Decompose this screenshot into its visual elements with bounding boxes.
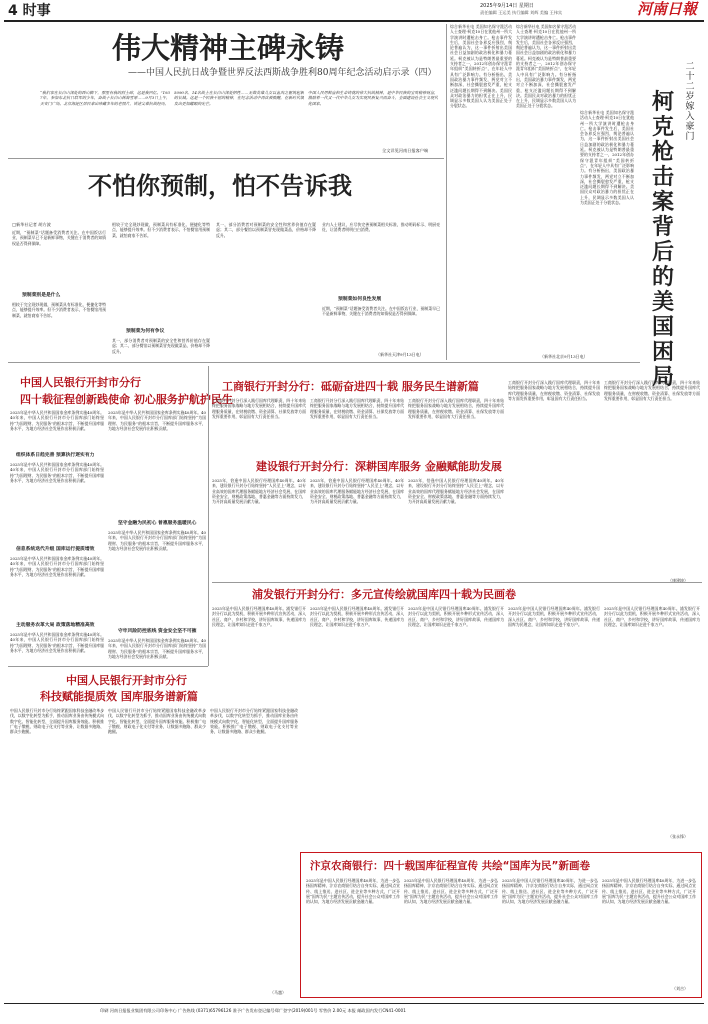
a1-subtitle: ——中国人民抗日战争暨世界反法西斯战争胜利80周年纪念活动启示录（四） [128,68,437,78]
c2-col3: 2025年，恰逢中国人民银行经理国库40周年。40年来，建设银行开封分行始终坚持“人民至上”理念，以专业高效的国库代理服务赋能地方经济社会发展，在国库资金安全、财税政策落地、普惠金融等方面持续发力，为开封高质量发展贡献力量。 [408,478,504,505]
c1-col5: 工商银行开封分行深入践行国库代理职责，四十年来始终把服务国家战略与地方发展相结合，持续提升国库代理服务质量，在财税收缴、资金清算、社保发放等方面发挥重要作用，彰显国有大行责任担当。 [604,380,700,401]
a1-col2: 5090名、14名战士在长白山深处牺牲……无数英雄儿女以血肉之躯筑起新的长城。这是一个民族不屈的精神，在纪念活动中再次被唤醒，在新时代焕发出更加耀眼的光芒。 [174,90,304,106]
a2-sub3: 预制菜如何良性发展 [338,297,382,302]
divider [8,362,640,363]
b1-title: 四十载征程创新践使命 初心服务护航护民生 [20,393,233,406]
c3-col3: 2025年是中国人民银行经理国库40周年。浦发银行开封分行以此为契机，积极开展多种形式宣传活动，深入社区、商户、乡村和学校，讲好国库故事，传递国库为民理念，让国库知识走进千家万户。 [408,606,504,627]
editors: 责任编辑 王运美 执行编辑 刘辉 美编 王伟宾 [480,10,563,15]
header-rule [4,20,704,22]
b2-col1: 中国人民银行开封市分行始终紧跟国家科技金融改革步伐，以数字化转型为抓手，推动国库业务由传统模式向数字化、智能化转型，全面提升国库服务效能。积极推广电子缴税、财政电子化支付等业务，让数据多跑路、群众少跑腿。 [10,708,104,735]
b1-kicker: 中国人民银行开封市分行 [20,376,141,389]
c3-col4: 2025年是中国人民银行经理国库40周年。浦发银行开封分行以此为契机，积极开展多种形式宣传活动，深入社区、商户、乡村和学校，讲好国库故事，传递国库为民理念，让国库知识走进千家万户。 [508,606,600,627]
a2-author: □新华社记者 胡方波 [12,222,51,227]
divider [8,666,208,667]
divider [212,582,702,583]
a2-col2: 相较于完全现炒现做，预制菜具有标准化、便捷化等特点，能够提升效率。但不少消费者表示，不怕餐馆用预制菜，就怕商家不告诉。 [112,222,210,238]
b1-sub3: 主动服务农革大局 政策落地精准高效 [16,623,95,628]
c4-title: 汴京农商银行：四十载国库征程宣传 共绘“国库为民”新画卷 [310,860,590,872]
b2-kicker: 中国人民银行开封市分行 [66,674,187,687]
c1-col1: 工商银行开封分行深入践行国库代理职责，四十年来始终把服务国家战略与地方发展相结合，持续提升国库代理服务质量，在财税收缴、资金清算、社保发放等方面发挥重要作用，彰显国有大行责任担当。 [212,398,306,419]
c4-col1: 2025年是中国人民银行经理国库40周年，为进一步弘扬国库精神，汴京农商银行结合自身实际，通过网点宣传、线上推送、进社区、进企业等多种方式，广泛开展“国库为民”主题宣传活动，提升社会公众对国库工作的认知，为地方经济发展贡献金融力量。 [306,878,400,905]
b1-text2: 2025年是中华人民共和国国家金库条例实施40周年。40年来，中国人民银行开封市分行国库部门始终坚持“为国理财、为民服务”的根本宗旨，不断提升国库服务水平，为地方经济社会发展作出积极贡献。 [10,462,104,483]
b1-col2-sub: 坚守金融为民初心 普惠服务温暖民心 [118,521,197,526]
c4-source: （刘吉） [672,986,688,991]
divider [446,24,447,360]
b1-col2b: 2025年是中华人民共和国国家金库条例实施40周年。40年来，中国人民银行开封市分行国库部门始终坚持“为国理财、为民服务”的根本宗旨，不断提升国库服务水平，为地方经济社会发展作出积极贡献。 [108,530,206,551]
a2-sub2: 预制菜为何有争议 [126,329,165,334]
side-kicker: 二 十 二 岁 嫁 入 豪 门 [685,62,695,142]
c1-col4: 工商银行开封分行深入践行国库代理职责，四十年来始终把服务国家战略与地方发展相结合，持续提升国库代理服务质量，在财税收缴、资金清算、社保发放等方面发挥重要作用，彰显国有大行责任担当。 [508,380,600,401]
divider [8,158,444,159]
b2-title: 科技赋能提质效 国库服务谱新篇 [40,690,198,703]
c3-source: （张永锋） [668,834,688,839]
c1-col3: 工商银行开封分行深入践行国库代理职责，四十年来始终把服务国家战略与地方发展相结合，持续提升国库代理服务质量，在财税收缴、资金清算、社保发放等方面发挥重要作用，彰显国有大行责任担当。 [408,398,504,419]
side-source: （新华社北京9月13日电） [540,354,588,359]
side-col3: 综合新华社电 美国知名保守派活动人士查理·柯克10日在犹他州一所大学演讲时遭枪击身亡。枪击事件发生后，美国社会各界反应强烈，舆论普遍认为，这一事件折射出美国社会日益加剧的政治极化和暴力蔓延。柯克被认为是特朗普最重要的支持者之一，2012年创办保守派青年组织“美国转折点”，在年轻人中具有广泛影响力。有分析指出，美国政治暴力事件频发，两党对立不断加深，社会撕裂愈发严重，枪支泛滥问题长期得不到解决。美国民众对政治暴力的担忧正在上升，民调显示多数美国人认为美国正处于分裂状态。 [580,110,634,206]
a2-col4b: 近期，“预制菜”话题备受消费者关注。在中国饭店行业，预制菜早已不是新鲜事物，关键在于消费者的知情权是否得到保障。 [322,306,440,317]
a2-sub1: 预制菜别是是什么 [22,293,61,298]
a2-col3: 其一，部分消费者对预制菜的安全性和营养价值存在疑虑；其二，部分餐馆以预制菜冒充现做菜品，价格却不降反升。 [216,222,316,238]
c3-col1: 2025年是中国人民银行经理国库40周年。浦发银行开封分行以此为契机，积极开展多种形式宣传活动，深入社区、商户、乡村和学校，讲好国库故事，传递国库为民理念，让国库知识走进千家万户。 [212,606,306,627]
a2-col1b: 相较于完全现炒现做，预制菜具有标准化、便捷化等特点，能够提升效率。但不少消费者表示，不怕餐馆用预制菜，就怕商家不告诉。 [12,302,106,318]
b2-col2: 中国人民银行开封市分行始终紧跟国家科技金融改革步伐，以数字化转型为抓手，推动国库业务由传统模式向数字化、智能化转型，全面提升国库服务效能。积极推广电子缴税、财政电子化支付等业务，让数据多跑路、群众少跑腿。 [108,708,206,735]
b2-source: （马越） [270,990,286,995]
issue-date: 2025年9月14日 星期日 [480,3,534,9]
a1-title: 伟大精神主碑永铸 [112,31,345,65]
footer-rule [4,1003,704,1004]
c1-source: （康建坤） [668,578,688,583]
c2-col2: 2025年，恰逢中国人民银行经理国库40周年。40年来，建设银行开封分行始终坚持“人民至上”理念，以专业高效的国库代理服务赋能地方经济社会发展，在国库资金安全、财税政策落地、普惠金融等方面持续发力，为开封高质量发展贡献力量。 [310,478,404,505]
a1-col1: “我们家在长白山深处的西山脚下，那里有我的烈士碑，这是我回忆。”1937年，参加东北抗日联军的少年，奋战于长白山林海雪原……9月3日上午，天安门广场。北京海淀区居民拿出珍藏多年的老照片，讲述父辈抗战经历。 [40,90,170,106]
b1-col2c: 2025年是中华人民共和国国家金库条例实施40周年。40年来，中国人民银行开封市分行国库部门始终坚持“为国理财、为民服务”的根本宗旨，不断提升国库服务水平，为地方经济社会发展作出积极贡献。 [108,638,206,659]
c4-col2: 2025年是中国人民银行经理国库40周年，为进一步弘扬国库精神，汴京农商银行结合自身实际，通过网点宣传、线上推送、进社区、进企业等多种方式，广泛开展“国库为民”主题宣传活动，提升社会公众对国库工作的认知，为地方经济发展贡献金融力量。 [404,878,498,905]
c2-title: 建设银行开封分行：深耕国库服务 金融赋能助发展 [256,460,502,473]
a2-source: （新华社天津9月13日电） [376,352,424,357]
a1-source: 全文详见河南日报客户端 [382,148,429,153]
b1-col2: 2025年是中华人民共和国国家金库条例实施40周年。40年来，中国人民银行开封市分行国库部门始终坚持“为国理财、为民服务”的根本宗旨，不断提升国库服务水平，为地方经济社会发展作出积极贡献。 [108,410,206,431]
a1-col3: 中国人民用鲜血和生命铸就的伟大抗战精神，是中华民族的宝贵精神财富，激励着一代又一代中华儿女为实现民族复兴而奋斗，全面建设社会主义现代化国家。 [308,90,438,106]
c4-col4: 2025年是中国人民银行经理国库40周年，为进一步弘扬国库精神，汴京农商银行结合自身实际，通过网点宣传、线上推送、进社区、进企业等多种方式，广泛开展“国库为民”主题宣传活动，提升社会公众对国库工作的认知，为地方经济发展贡献金融力量。 [602,878,696,905]
c3-col2: 2025年是中国人民银行经理国库40周年。浦发银行开封分行以此为契机，积极开展多种形式宣传活动，深入社区、商户、乡村和学校，讲好国库故事，传递国库为民理念，让国库知识走进千家万户。 [310,606,404,627]
c4-col3: 2025年是中国人民银行经理国库40周年，为进一步弘扬国库精神，汴京农商银行结合自身实际，通过网点宣传、线上推送、进社区、进企业等多种方式，广泛开展“国库为民”主题宣传活动，提升社会公众对国库工作的认知，为地方经济发展贡献金融力量。 [502,878,598,905]
b1-col3-sub: 守牢风险防控底线 资金安全坚不可摧 [118,629,197,634]
b2-col3: 中国人民银行开封市分行始终紧跟国家科技金融改革步伐，以数字化转型为抓手，推动国库业务由传统模式向数字化、智能化转型，全面提升国库服务效能。积极推广电子缴税、财政电子化支付等业务，让数据多跑路、群众少跑腿。 [210,708,298,735]
b1-text: 2025年是中华人民共和国国家金库条例实施40周年。40年来，中国人民银行开封市分行国库部门始终坚持“为国理财、为民服务”的根本宗旨，不断提升国库服务水平，为地方经济社会发展作出积极贡献。 [10,410,104,431]
divider [208,366,209,666]
a2-col2b: 其一，部分消费者对预制菜的安全性和营养价值存在疑虑；其二，部分餐馆以预制菜冒充现做菜品，价格却不降反升。 [112,338,210,354]
c1-col2: 工商银行开封分行深入践行国库代理职责，四十年来始终把服务国家战略与地方发展相结合，持续提升国库代理服务质量，在财税收缴、资金清算、社保发放等方面发挥重要作用，彰显国有大行责任担当。 [310,398,404,419]
c1-title: 工商银行开封分行：砥砺奋进四十载 服务民生谱新篇 [222,380,479,393]
c3-title: 浦发银行开封分行：多元宣传绘就国库四十载为民画卷 [252,588,516,601]
footer-text: 印刷 河南日报报业集团有限公司印务中心 广告热线 (0371)65796126 准予广告发布登记编号郑广登字(2019)001号 零售价 2.00元 本报 邮政国内发行CN41-0001 [100,1008,406,1013]
b1-text3: 2025年是中华人民共和国国家金库条例实施40周年。40年来，中国人民银行开封市分行国库部门始终坚持“为国理财、为民服务”的根本宗旨，不断提升国库服务水平，为地方经济社会发展作出积极贡献。 [10,556,104,577]
page-label: 4 时事 [8,3,51,19]
side-col2: 综合新华社电 美国知名保守派活动人士查理·柯克10日在犹他州一所大学演讲时遭枪击身亡。枪击事件发生后，美国社会各界反应强烈，舆论普遍认为，这一事件折射出美国社会日益加剧的政治极化和暴力蔓延。柯克被认为是特朗普最重要的支持者之一，2012年创办保守派青年组织“美国转折点”，在年轻人中具有广泛影响力。有分析指出，美国政治暴力事件频发，两党对立不断加深，社会撕裂愈发严重，枪支泛滥问题长期得不到解决。美国民众对政治暴力的担忧正在上升，民调显示多数美国人认为美国正处于分裂状态。 [516,24,576,109]
c3-col5: 2025年是中国人民银行经理国库40周年。浦发银行开封分行以此为契机，积极开展多种形式宣传活动，深入社区、商户、乡村和学校，讲好国库故事，传递国库为民理念，让国库知识走进千家万户。 [604,606,700,627]
a2-col1: 近期，“预制菜”话题备受消费者关注。在中国饭店行业，预制菜早已不是新鲜事物，关键在于消费者的知情权是否得到保障。 [12,230,106,246]
b1-text4: 2025年是中华人民共和国国家金库条例实施40周年。40年来，中国人民银行开封市分行国库部门始终坚持“为国理财、为民服务”的根本宗旨，不断提升国库服务水平，为地方经济社会发展作出积极贡献。 [10,632,104,653]
side-title: 柯 克 枪 击 案 背 后 的 美 国 困 局 [651,90,674,390]
c2-col1: 2025年，恰逢中国人民银行经理国库40周年。40年来，建设银行开封分行始终坚持“人民至上”理念，以专业高效的国库代理服务赋能地方经济社会发展，在国库资金安全、财税政策落地、普惠金融等方面持续发力，为开封高质量发展贡献力量。 [212,478,306,505]
side-col1: 综合新华社电 美国知名保守派活动人士查理·柯克10日在犹他州一所大学演讲时遭枪击身亡。枪击事件发生后，美国社会各界反应强烈，舆论普遍认为，这一事件折射出美国社会日益加剧的政治极化和暴力蔓延。柯克被认为是特朗普最重要的支持者之一，2012年创办保守派青年组织“美国转折点”，在年轻人中具有广泛影响力。有分析指出，美国政治暴力事件频发，两党对立不断加深，社会撕裂愈发严重，枪支泛滥问题长期得不到解决。美国民众对政治暴力的担忧正在上升，民调显示多数美国人认为美国正处于分裂状态。 [450,24,512,109]
b1-sub1: 组织体系日趋完善 预算执行逐实有力 [16,453,95,458]
newspaper-logo: 河南日報 [637,0,698,18]
a2-col4: 业内人士建议，应尽快完善预制菜相关标准，推动明码标示、明厨亮灶，让消费者明明白白消费。 [322,222,440,233]
b1-sub2: 信息系统迭代升级 国库运行提质增效 [16,547,95,552]
a2-title: 不怕你预制，怕不告诉我 [88,172,352,200]
